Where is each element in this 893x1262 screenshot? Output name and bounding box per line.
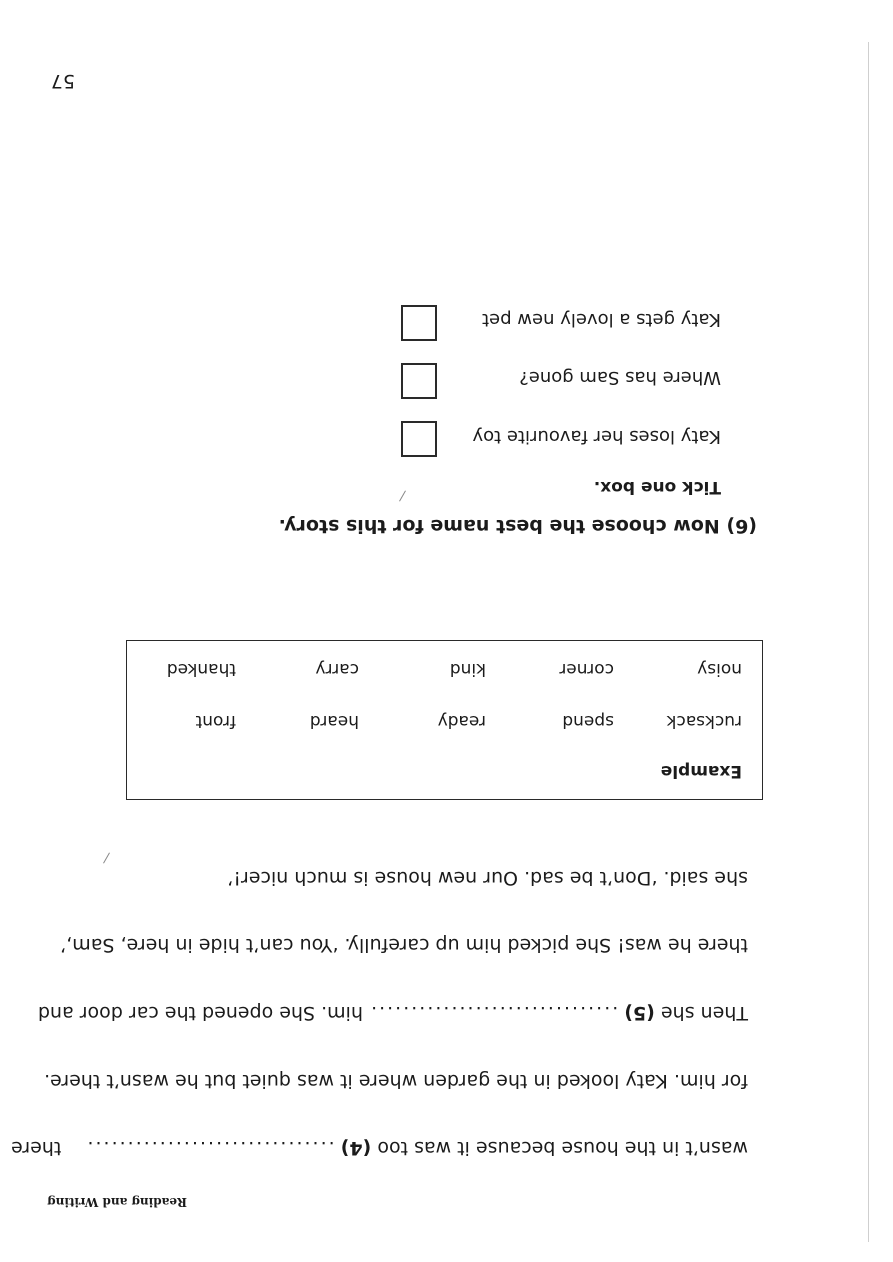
word-carry: carry (315, 659, 359, 679)
story-line-5: she said. ‘Don’t be sad. Our new house is much nicer!’ (227, 867, 748, 889)
option-3-checkbox[interactable] (401, 305, 437, 341)
story-line-2: for him. Katy looked in the garden where it was quiet but he wasn’t there. (44, 1070, 748, 1092)
word-front: front (195, 711, 236, 731)
word-kind: kind (449, 659, 486, 679)
gap-5-number: (5) (624, 1002, 655, 1024)
option-1-checkbox[interactable] (401, 421, 437, 457)
story-line-3-start: Then she (660, 1002, 748, 1024)
gap-4-blank[interactable]: ............................... (85, 1137, 335, 1159)
question-6-prompt: (6) Now choose the best name for this story. (278, 515, 757, 537)
word-heard: heard (309, 711, 359, 731)
word-rucksack: rucksack (666, 711, 742, 731)
story-line-3-end: him. She opened the car door and (37, 1002, 363, 1024)
section-header: Reading and Writing (47, 1195, 187, 1209)
page-number: 57 (50, 70, 75, 92)
pencil-mark (399, 491, 406, 502)
story-line-3 (38, 1002, 748, 1024)
word-thanked: thanked (166, 659, 236, 679)
option-2-checkbox[interactable] (401, 363, 437, 399)
word-corner: corner (559, 659, 614, 679)
question-6-instruction: Tick one box. (593, 477, 721, 497)
word-box-title: Example (660, 761, 742, 781)
story-line-4: there he was! She picked him up carefully. ‘You can’t hide in here, Sam,’ (60, 934, 748, 956)
gap-5-blank[interactable]: ............................... (369, 1002, 619, 1024)
story-line-1 (11, 1137, 748, 1159)
story-line-1-end: there (11, 1137, 62, 1159)
option-1-label: Katy loses her favourite toy (472, 426, 721, 447)
scan-edge-line (868, 42, 869, 1242)
word-box (126, 640, 763, 800)
option-3-label: Katy gets a lovely new pet (482, 309, 721, 330)
option-2-label: Where has Sam gone? (519, 367, 721, 388)
gap-4-number: (4) (340, 1137, 372, 1159)
scan-speck (103, 853, 110, 864)
word-noisy: noisy (697, 659, 742, 679)
word-ready: ready (437, 711, 486, 731)
word-spend: spend (562, 711, 614, 731)
story-line-1-text: wasn’t in the house because it was too (377, 1137, 748, 1159)
